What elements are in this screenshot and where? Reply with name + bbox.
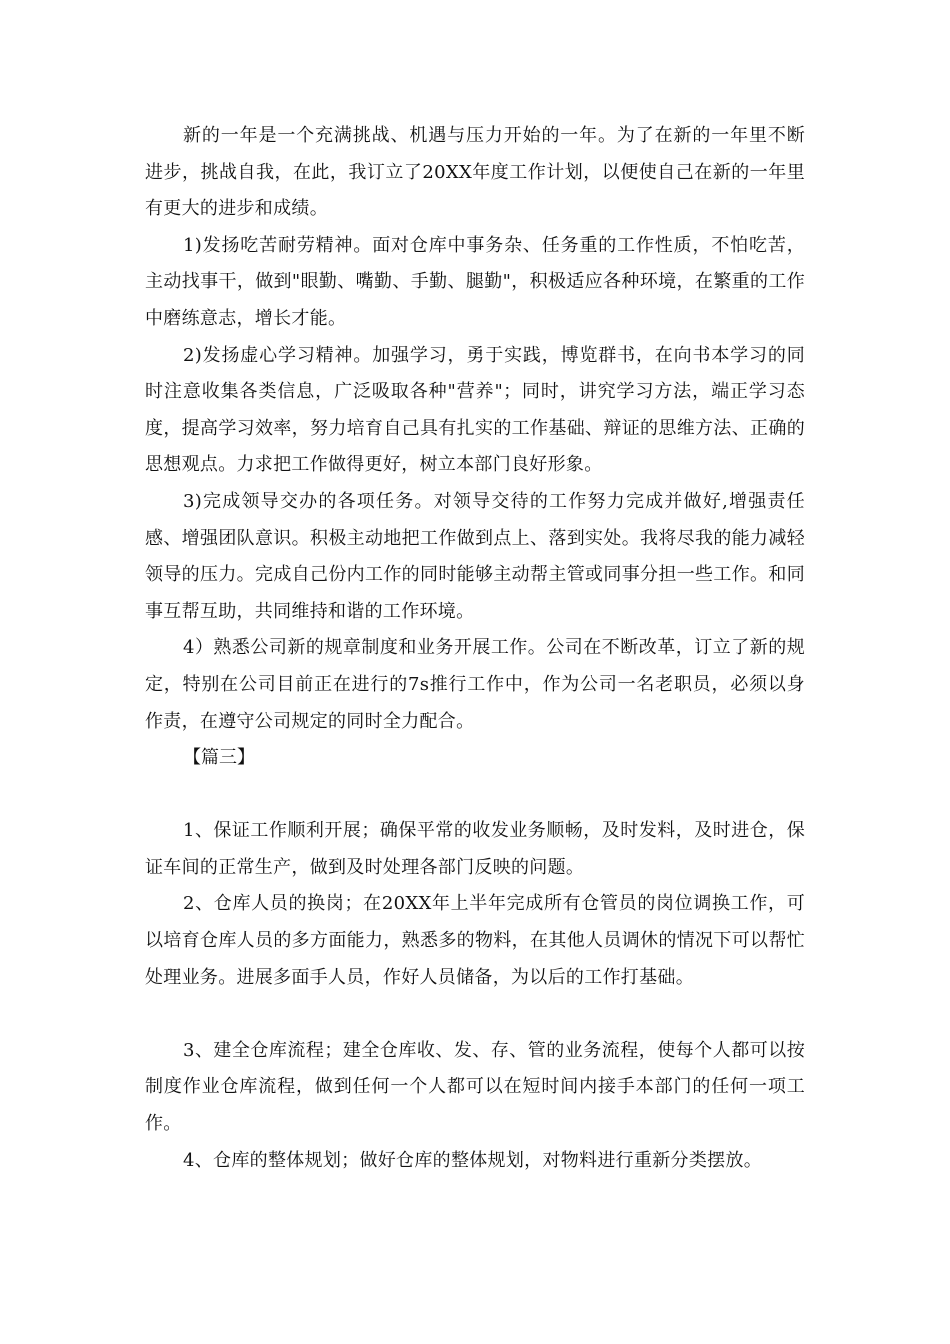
section-title: 【篇三】 xyxy=(183,747,255,769)
point-paragraph-4: 4）熟悉公司新的规章制度和业务开展工作。公司在不断改革，订立了新的规定，特别在公司目前正在进行的7s推行工作中，作为公司一名老职员，必须以身作责，在遵守公司规定的同时全力配合。 xyxy=(145,637,805,732)
document-page xyxy=(145,118,805,1179)
point-paragraph-3: 3)完成领导交办的各项任务。对领导交待的工作努力完成并做好,增强责任感、增强团队意识。积极主动地把工作做到点上、落到实处。我将尽我的能力减轻领导的压力。完成自己份内工作的同时能够主动帮主管或同事分担一些工作。和同事互帮互助，共同维持和谐的工作环境。 xyxy=(145,490,805,622)
item-paragraph-3: 3、建全仓库流程；建全仓库收、发、存、管的业务流程，使每个人都可以按制度作业仓库流程，做到任何一个人都可以在短时间内接手本部门的任何一项工作。 xyxy=(145,1039,805,1135)
point-paragraph-2: 2)发扬虚心学习精神。加强学习，勇于实践，博览群书，在向书本学习的同时注意收集各类信息，广泛吸取各种"营养"；同时，讲究学习方法，端正学习态度，提高学习效率，努力培育自己具有扎实的工作基础、辩证的思维方法、正确的思想观点。力求把工作做得更好，树立本部门良好形象。 xyxy=(145,344,805,476)
item-paragraph-2: 2、仓库人员的换岗；在20XX年上半年完成所有仓管员的岗位调换工作，可以培育仓库人员的多方面能力，熟悉多的物料，在其他人员调休的情况下可以帮忙处理业务。进展多面手人员，作好人员储备，为以后的工作打基础。 xyxy=(145,893,805,988)
spacer xyxy=(145,777,805,814)
item-paragraph-4: 4、仓库的整体规划；做好仓库的整体规划，对物料进行重新分类摆放。 xyxy=(183,1149,763,1171)
spacer xyxy=(145,996,805,1033)
point-paragraph-1: 1)发扬吃苦耐劳精神。面对仓库中事务杂、任务重的工作性质，不怕吃苦，主动找事干，做到"眼勤、嘴勤、手勤、腿勤"，积极适应各种环境，在繁重的工作中磨练意志，增长才能。 xyxy=(145,234,805,329)
item-paragraph-1: 1、保证工作顺利开展；确保平常的收发业务顺畅，及时发料，及时进仓，保证车间的正常生产，做到及时处理各部门反映的问题。 xyxy=(145,820,805,878)
intro-paragraph: 新的一年是一个充满挑战、机遇与压力开始的一年。为了在新的一年里不断进步，挑战自我，在此，我订立了20XX年度工作计划，以便使自己在新的一年里有更大的进步和成绩。 xyxy=(145,125,805,220)
